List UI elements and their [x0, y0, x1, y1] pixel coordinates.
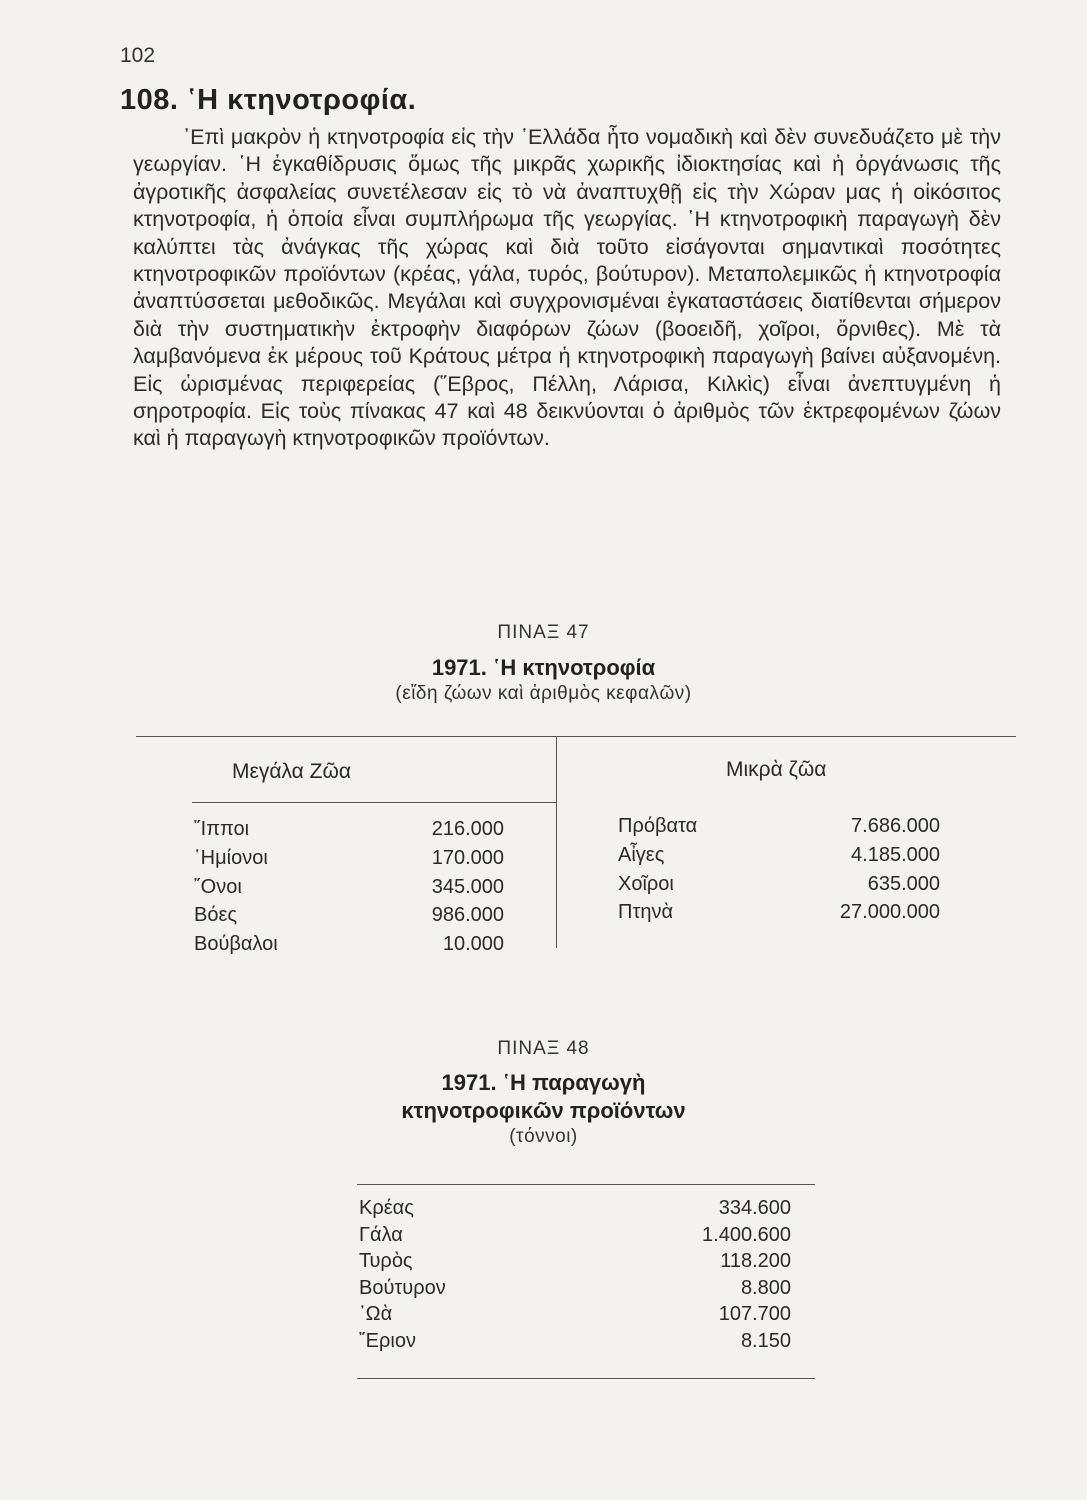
row-label: Τυρὸς: [359, 1250, 413, 1273]
row-label: Αἶγες: [618, 843, 665, 866]
row-value: 7.686.000: [851, 815, 940, 837]
table48-bottom-rule: [357, 1378, 815, 1379]
row-label: ῎Ονοι: [194, 875, 242, 898]
table-row: [194, 901, 504, 930]
paragraph: ᾽Επὶ μακρὸν ἡ κτηνοτροφία εἰς τὴν ῾Ελλάδα ἦτο νομαδικὴ καὶ δὲν συνεδυάζετο μὲ τὴν γεωργίαν. ῾Η ἐγκαθίδρυσις ὅμως τῆς μικρᾶς χωρικῆς ἰδιοκτησίας καὶ ἡ ὀργάνωσις τῆς ἀγροτικῆς ἀσφαλείας συνετέλεσαν εἰς τὸ νὰ ἀναπτυχθῇ εἰς τὴν Χώραν μας ἡ οἰκόσιτος κτηνοτροφία, ἡ ὁποία εἶναι συμπλήρωμα τῆς γεωργίας. ῾Η κτηνοτροφικὴ παραγωγὴ δὲν καλύπτει τὰς ἀνάγκας τῆς χώρας καὶ διὰ τοῦτο εἰσάγονται σημαντικαὶ ποσότητες κτηνοτροφικῶν προϊόντων (κρέας, γάλα, τυρός, βούτυρον). Μεταπολεμικῶς ἡ κτηνοτροφία ἀναπτύσσεται μεθοδικῶς. Μεγάλαι καὶ συγχρονισμέναι ἐγκαταστάσεις διατίθενται σήμερον διὰ τὴν συστηματικὴν ἐκτροφὴν διαφόρων ζώων (βοοειδῆ, χοῖροι, ὄρνιθες). Μὲ τὰ λαμβανόμενα ἐκ μέρους τοῦ Κράτους μέτρα ἡ κτηνοτροφικὴ παραγωγὴ βαίνει αὐξανομένη. Εἰς ὡρισμένας περιφερείας (῞Εβρος, Πέλλη, Λάρισα, Κιλκὶς) εἶναι ἀνεπτυγμένη ἡ σηροτροφία. Εἰς τοὺς πίνακας 47 καὶ 48 δεικνύονται ὁ ἀριθμὸς τῶν ἐκτρεφομένων ζώων καὶ ἡ παραγωγὴ κτηνοτροφικῶν προϊόντων.: [133, 125, 1001, 451]
table-row: [359, 1328, 791, 1355]
row-label: Βόες: [194, 904, 238, 927]
row-value: 986.000: [431, 904, 504, 927]
row-value: 216.000: [431, 818, 504, 840]
table47-subtitle: (εἴδη ζώων καὶ ἀριθμὸς κεφαλῶν): [395, 683, 692, 704]
row-label: ῞Ιπποι: [194, 818, 250, 840]
table47: [136, 736, 1016, 956]
row-value: 4.185.000: [851, 843, 940, 866]
row-value: 1.400.600: [702, 1223, 791, 1246]
table48-caption: [0, 1038, 1087, 1148]
row-value: 118.200: [720, 1250, 791, 1273]
row-value: 10.000: [442, 933, 504, 956]
table-row: [359, 1195, 791, 1222]
table-row: [618, 812, 940, 841]
row-label: ᾽Ωὰ: [359, 1303, 393, 1326]
body-text: [133, 124, 1001, 453]
table-row: [359, 1222, 791, 1249]
table-row: [194, 930, 504, 959]
section-heading: 108. ῾Η κτηνοτροφία.: [120, 84, 417, 116]
row-label: Χοῖροι: [618, 872, 674, 895]
row-value: 170.000: [431, 846, 504, 869]
table48-title-line1: 1971. ῾Η παραγωγὴ: [441, 1070, 646, 1095]
row-value: 345.000: [431, 875, 504, 898]
row-label: Κρέας: [359, 1197, 414, 1219]
table48-title-line2: κτηνοτροφικῶν προϊόντων: [401, 1098, 686, 1123]
table47-left-header: Μεγάλα Ζῶα: [232, 760, 352, 783]
row-value: 334.600: [718, 1197, 791, 1219]
table47-header-rule: [192, 802, 556, 803]
table48: [357, 1184, 815, 1384]
table48-rows: [359, 1195, 791, 1355]
row-label: ῾Ημίονοι: [194, 846, 268, 869]
table47-column-divider: [556, 736, 557, 948]
row-label: Βούβαλοι: [194, 933, 278, 956]
table47-right-header: Μικρὰ ζῶα: [726, 758, 827, 781]
row-label: Γάλα: [359, 1223, 403, 1246]
table47-top-rule: [136, 736, 1016, 737]
table47-title: 1971. ῾Η κτηνοτροφία: [431, 655, 656, 680]
row-label: Πρόβατα: [618, 815, 698, 837]
table-row: [618, 898, 940, 927]
row-label: Βούτυρον: [359, 1276, 446, 1299]
table48-top-rule: [357, 1184, 815, 1185]
table-row: [359, 1301, 791, 1328]
table47-left-rows: [194, 815, 504, 959]
table47-label: ΠΙΝΑΞ 47: [497, 622, 590, 643]
table-row: [359, 1275, 791, 1302]
table-row: [359, 1248, 791, 1275]
table-row: [618, 870, 940, 899]
row-value: 27.000.000: [839, 901, 940, 924]
table-row: [618, 841, 940, 870]
row-value: 107.700: [718, 1303, 791, 1326]
row-value: 8.150: [740, 1329, 791, 1352]
row-label: ῎Εριον: [359, 1329, 416, 1352]
table47-right-rows: [618, 812, 940, 927]
page-number: 102: [120, 44, 156, 67]
table-row: [194, 815, 504, 844]
row-value: 635.000: [867, 872, 940, 895]
table-row: [194, 873, 504, 902]
table47-caption: [0, 622, 1087, 705]
table48-label: ΠΙΝΑΞ 48: [497, 1038, 590, 1059]
row-value: 8.800: [740, 1276, 791, 1299]
row-label: Πτηνὰ: [618, 901, 674, 924]
table-row: [194, 844, 504, 873]
table48-subtitle: (τόννοι): [509, 1126, 578, 1147]
